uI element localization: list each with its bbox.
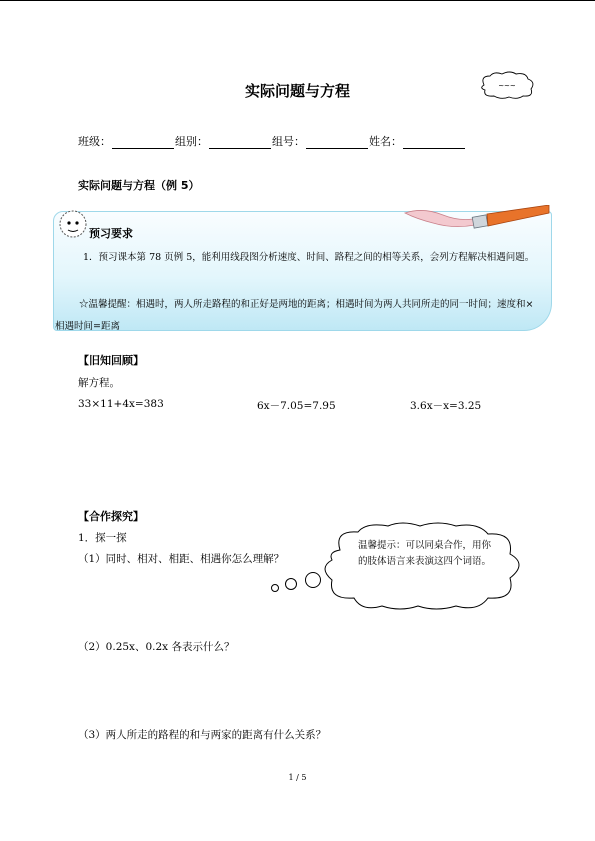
group-no-label: 组号： [272,135,305,148]
question-3: （3）两人所走的路程的和与两家的距离有什么关系？ [78,729,327,741]
lesson-title: 实际问题与方程（例 5） [78,179,200,192]
header-rule [0,0,595,1]
class-label: 班级： [78,135,111,148]
stamp-icon [476,70,538,100]
stamp-text: ~~~ [498,82,516,90]
thought-bubble-small [271,584,279,592]
group-label: 组别： [175,135,208,148]
explore-heading: 【合作探究】 [78,510,144,523]
preview-heading: 预习要求 [89,227,133,240]
group-no-field[interactable] [306,137,368,149]
review-heading: 【旧知回顾】 [78,354,144,367]
equation-2: 6x－7.05=7.95 [257,400,336,412]
equation-3: 3.6x－x=3.25 [410,400,482,412]
question-1: （1）同时、相对、相距、相遇你怎么理解？ [78,553,285,565]
page-number: 1 / 5 [288,773,307,782]
explore-item-1: 1．探一探 [78,532,127,544]
equation-1: 33×11+4x=383 [78,398,164,410]
tip-cloud [318,520,530,612]
student-info-line [78,133,466,149]
preview-item-1: 1．预习课本第 78 页例 5，能利用线段图分析速度、时间、路程之间的相等关系，会列方程解决相遇问题。 [83,252,535,263]
cloud-tip-text: 温馨提示：可以同桌合作，用你的肢体语言来表演这四个词语。 [358,540,492,567]
group-field[interactable] [209,137,271,149]
page-title: 实际问题与方程 [244,82,350,100]
name-label: 姓名： [369,135,402,148]
preview-tip: ☆温馨提醒：相遇时，两人所走路程的和正好是两地的距离；相遇时间为两人共同所走的同一时间；速度和×相遇时间=距离 [55,299,534,332]
preview-banner [53,205,553,331]
review-instruction: 解方程。 [78,377,120,389]
question-2: （2）0.25x、0.2x 各表示什么？ [78,641,235,653]
name-field[interactable] [403,137,465,149]
thought-bubble-medium [285,578,297,590]
class-field[interactable] [112,137,174,149]
